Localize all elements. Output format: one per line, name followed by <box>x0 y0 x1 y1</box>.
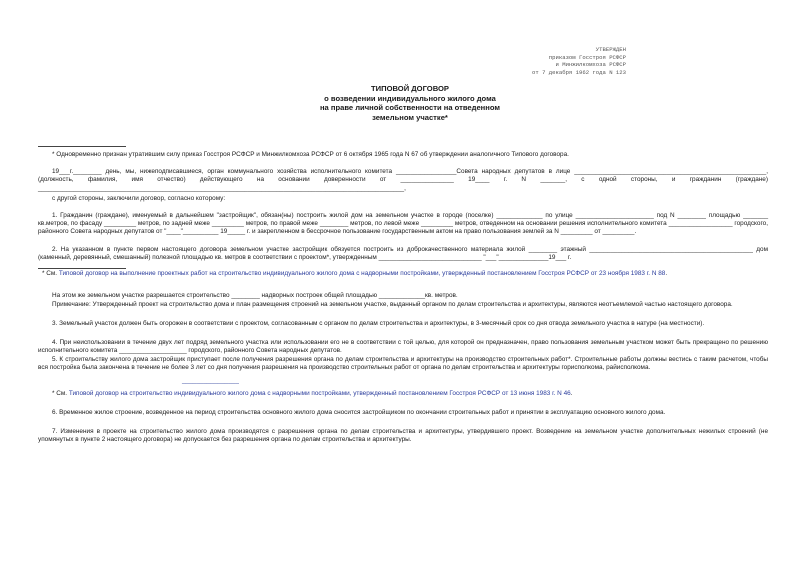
footnote-3 <box>38 390 768 398</box>
footnote-2-suffix: . <box>665 270 668 278</box>
clause-5: 5. К строительству жилого дома застройщик приступает после получения разрешения органа по делам строительства и архитектуры на производство строительных работ*. Строительные работы должны вестись с таким расчетом, чтобы вся постройка была закончена в течение не более 3 лет со дня получения разрешения на производство строительных работ от органа по делам строительства и архитектуры горисполкома, райисполкома. <box>38 356 768 372</box>
title-line: ТИПОВОЙ ДОГОВОР <box>371 84 449 93</box>
footnote-separator <box>38 268 126 269</box>
approval-stamp <box>470 46 626 76</box>
note-paragraph: Примечание: Утвержденный проект на строительство дома и план размещения строений на земельном участке, выданный органом по делам строительства и архитектуры, являются неотъемлемой частью настоящего договора. <box>52 301 733 309</box>
footnote-separator: ________________ <box>182 376 239 384</box>
approval-line: и Минжилкомхоза РСФСР <box>555 61 626 69</box>
document-title <box>250 84 570 122</box>
clause-2: 2. На указанном в пункте первом настоящего договора земельном участке застройщик обязуется построить из доброкачественного материала жилой ________ этажный ______________________________________________ дом (каменный, деревянный, смешанный) полезной площадью кв. метров в соответствии с проектом*, утвержденным _____________________________ "___"______________19___ г. <box>38 245 768 261</box>
title-line: о возведении индивидуального жилого дома <box>324 93 496 103</box>
footnote-2-prefix: * См. <box>42 270 59 278</box>
footnote-3-prefix: * См. <box>52 389 69 397</box>
footnote-2 <box>38 270 768 278</box>
outbuildings-paragraph: На этом же земельном участке разрешается строительство ________ надворных построек общей площадью _____________кв. метров. <box>52 292 458 300</box>
footnote-3-link[interactable]: Типовой договор на строительство индивидуального жилого дома с надворными постройками, утвержденный постановлением Госстроя РСФСР от 13 июня 1983 г. N 46 <box>68 389 571 397</box>
clause-6: 6. Временное жилое строение, возведенное на период строительства основного жилого дома сносится застройщиком по окончании строительных работ и принятии в эксплуатацию основного жилого дома. <box>52 409 666 417</box>
clause-3: 3. Земельный участок должен быть огорожен в соответствии с проектом, согласованным с органом по делам строительства и архитектуры, в 3-месячный срок со дня отвода земельного участка в натуре (на местности). <box>52 319 705 327</box>
footnote-2-link[interactable]: Типовой договор на выполнение проектных работ на строительство индивидуального жилого дома с надворными постройками, утвержденный постановлением Госстроя РСФСР от 23 ноября 1983 г. N 88 <box>58 270 666 278</box>
approval-line: от 7 декабря 1962 года N 123 <box>532 68 626 76</box>
other-side-paragraph: с другой стороны, заключили договор, согласно которому: <box>52 194 226 202</box>
approval-line: УТВЕРЖДЕН <box>595 46 626 53</box>
clause-7: 7. Изменения в проекте на строительство жилого дома производятся с разрешения органа по делам строительства и архитектуры, утвердившего проект. Возведение на земельном участке дополнительных нежилых строений (не упомянутых в пункте 2 настоящего договора) не допускается без разрешения органа по делам строительства и архитектуры. <box>38 428 768 444</box>
footnote-separator <box>38 146 126 147</box>
footnote-1: * Одновременно признан утратившим силу приказ Госстроя РСФСР и Минжилкомхоза РСФСР от 6 октября 1965 года N 67 об утверждении аналогичного Типового договора. <box>52 151 569 158</box>
clause-1: 1. Гражданин (граждане), именуемый в дальнейшем "застройщик", обязан(ны) построить жилой дом на земельном участке в городе (поселке) _____________ по улице ______________________ под N ________ площадью _______ кв.метров, по фасаду _________ метров, по задней меже _________ метров, по правой меже ________ метров, по левой меже _________ метров, отведенном на основании решения исполнительного комитета __________________ городского, районного Совета народных депутатов от "____"__________ 19_____ г. и закрепленном в бессрочное пользование государственным актом на право пользования землей за N _________ от _________. <box>38 212 768 236</box>
approval-line: приказом Госстроя РСФСР <box>548 53 626 61</box>
document-body <box>38 146 768 445</box>
clause-4: 4. При неиспользовании в течение двух лет подряд земельного участка или использовании его не в соответствии с той целью, для которой он предназначен, право пользования земельным участком может быть прекращено по решению исполнительного комитета ___________________ городского, районного Совета народных депутатов. <box>38 338 768 355</box>
title-line: земельном участке* <box>372 112 448 122</box>
footnote-3-suffix: . <box>570 389 573 397</box>
title-line: на праве личной собственности на отведенном <box>319 103 501 113</box>
parties-paragraph: 19___г.________ день, мы, нижеподписавшиеся, орган коммунального хозяйства исполнительного комитета _________________Совета народных депутатов в лице ______________________________________________________, (должность, фамилия, имя отчество) действующего на основании доверенности от _______________ 19____ г. N _______, с одной стороны, и гражданин (граждане) _______________________________________________________________________________________________________, <box>38 168 768 192</box>
